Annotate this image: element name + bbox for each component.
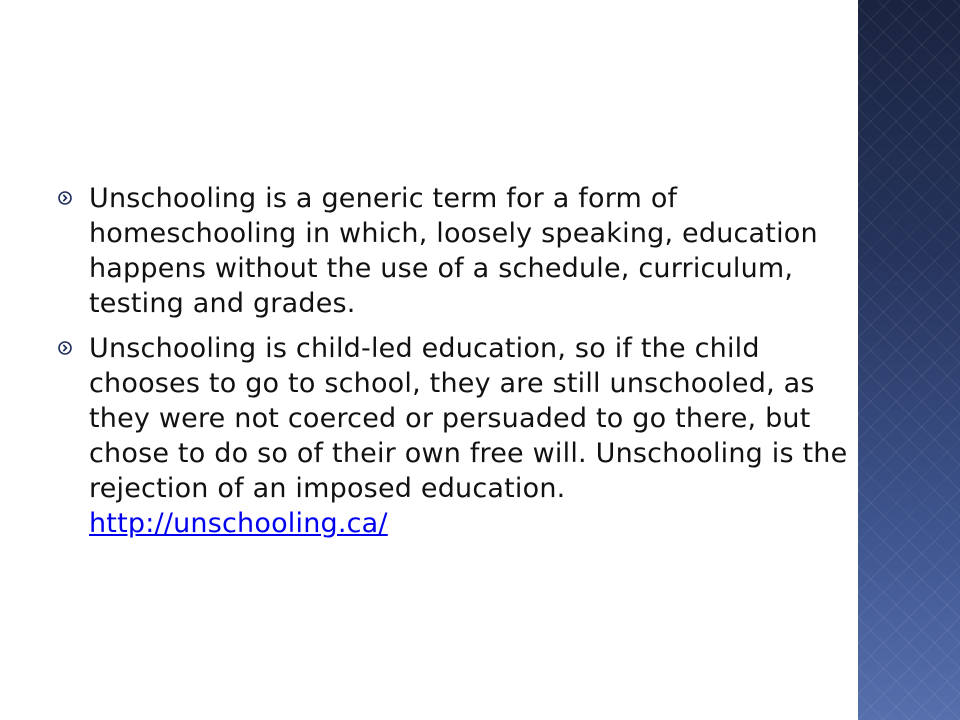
circled-chevron-icon — [58, 341, 72, 355]
circled-chevron-icon — [58, 191, 72, 205]
bullet-text: Unschooling is a generic term for a form of homeschooling in which, loosely speaking, education happens without the use of a schedule, curriculum, testing and grades. — [89, 183, 818, 319]
bullet-list — [58, 181, 848, 551]
bullet-text: Unschooling is child-led education, so if the child chooses to go to school, they are still unschooled, as they were not coerced or persuaded to go there, but chose to do so of their own free will. Unschooling is the rejection of an imposed education. — [89, 333, 848, 504]
bullet-item — [58, 331, 848, 541]
source-link[interactable]: http://unschooling.ca/ — [89, 508, 388, 539]
decorative-side-panel — [858, 0, 960, 720]
bullet-item — [58, 181, 848, 321]
